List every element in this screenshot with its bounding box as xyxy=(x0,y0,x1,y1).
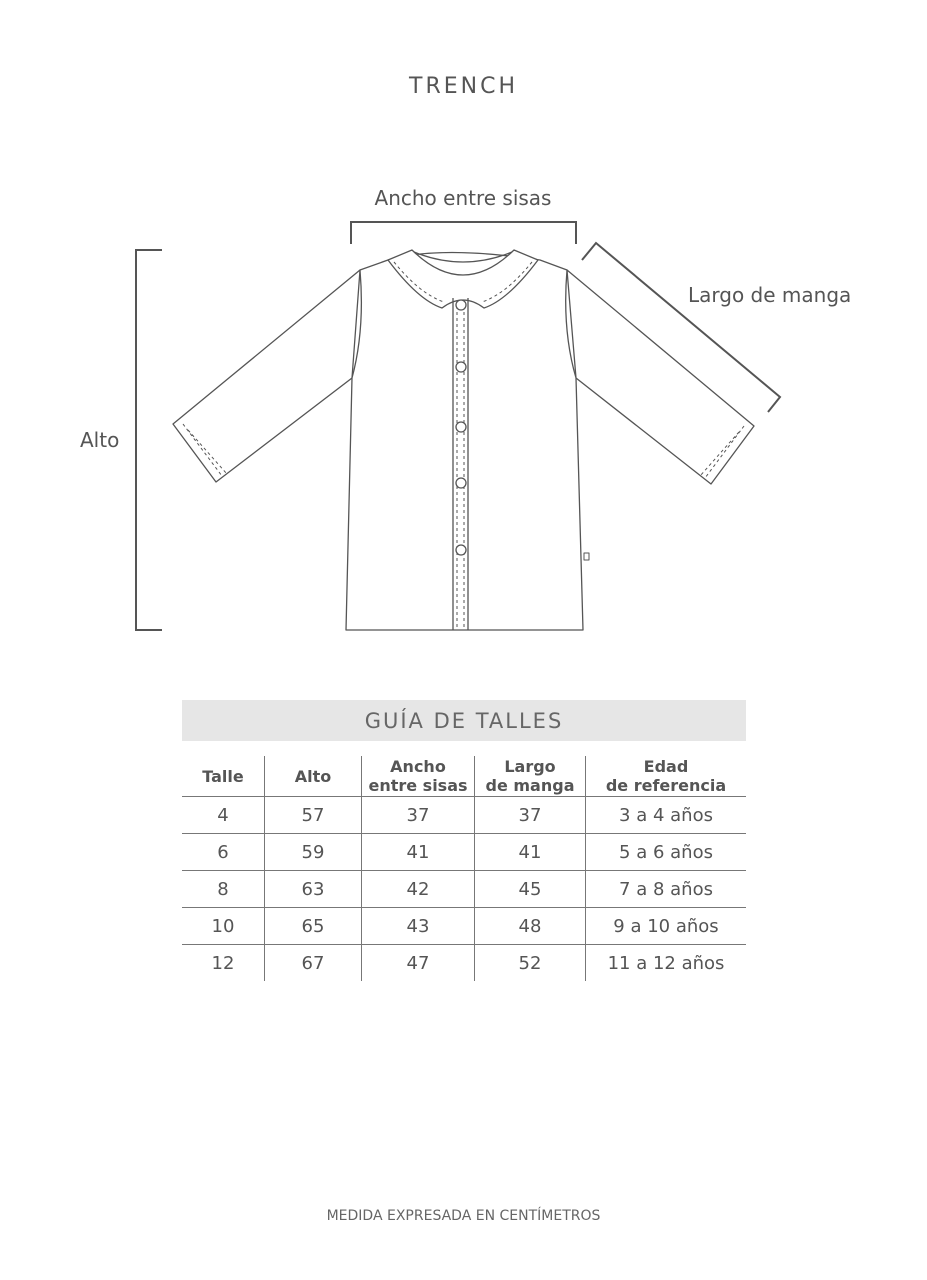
cell-largo: 52 xyxy=(475,945,586,982)
table-row xyxy=(182,834,746,871)
table-row xyxy=(182,797,746,834)
cell-ancho: 47 xyxy=(362,945,475,982)
cell-largo: 48 xyxy=(475,908,586,945)
cell-talle: 12 xyxy=(211,952,235,974)
cell-alto: 65 xyxy=(265,908,362,945)
button-5 xyxy=(456,545,466,555)
cell-talle: 10 xyxy=(182,908,265,945)
cell-edad: 9 a 10 años xyxy=(586,908,747,945)
cell-talle: 8 xyxy=(182,871,265,908)
cell-talle: 4 xyxy=(182,797,265,834)
cell-alto: 59 xyxy=(265,834,362,871)
cell-largo: 37 xyxy=(475,797,586,834)
cell-edad: 3 a 4 años xyxy=(586,797,747,834)
button-1 xyxy=(456,300,466,310)
button-3 xyxy=(456,422,466,432)
trench-drawing xyxy=(173,250,754,630)
col-header-alto: Alto xyxy=(265,756,362,797)
table-row xyxy=(182,908,746,945)
cell-ancho: 41 xyxy=(362,834,475,871)
cell-edad: 7 a 8 años xyxy=(586,871,747,908)
height-label: Alto xyxy=(80,428,120,452)
width-bracket xyxy=(351,222,576,244)
size-guide-title: GUÍA DE TALLES xyxy=(182,700,746,741)
height-bracket xyxy=(136,250,162,630)
table-row xyxy=(182,871,746,908)
cell-alto: 63 xyxy=(265,871,362,908)
col-header-ancho: Ancho entre sisas xyxy=(362,756,475,797)
button-2 xyxy=(456,362,466,372)
page-title: TRENCH xyxy=(409,74,518,99)
cell-largo: 41 xyxy=(475,834,586,871)
col-header-largo: Largo de manga xyxy=(475,756,586,797)
cell-alto: 57 xyxy=(265,797,362,834)
width-label: Ancho entre sisas xyxy=(374,186,552,210)
button-4 xyxy=(456,478,466,488)
units-note: MEDIDA EXPRESADA EN CENTÍMETROS xyxy=(326,1208,601,1224)
cell-edad: 5 a 6 años xyxy=(586,834,747,871)
table-header-row xyxy=(182,756,746,797)
col-header-edad: Edad de referencia xyxy=(586,756,747,797)
cell-ancho: 37 xyxy=(362,797,475,834)
cell-talle: 6 xyxy=(182,834,265,871)
table-row xyxy=(182,945,746,982)
cell-alto: 67 xyxy=(265,945,362,982)
left-sleeve xyxy=(173,270,360,482)
col-header-talle: Talle xyxy=(182,756,265,797)
cell-ancho: 42 xyxy=(362,871,475,908)
label-tag xyxy=(584,553,589,560)
cell-largo: 45 xyxy=(475,871,586,908)
cell-ancho: 43 xyxy=(362,908,475,945)
size-table xyxy=(182,756,746,981)
cell-edad: 11 a 12 años xyxy=(586,945,747,982)
sleeve-label: Largo de manga xyxy=(688,283,852,307)
